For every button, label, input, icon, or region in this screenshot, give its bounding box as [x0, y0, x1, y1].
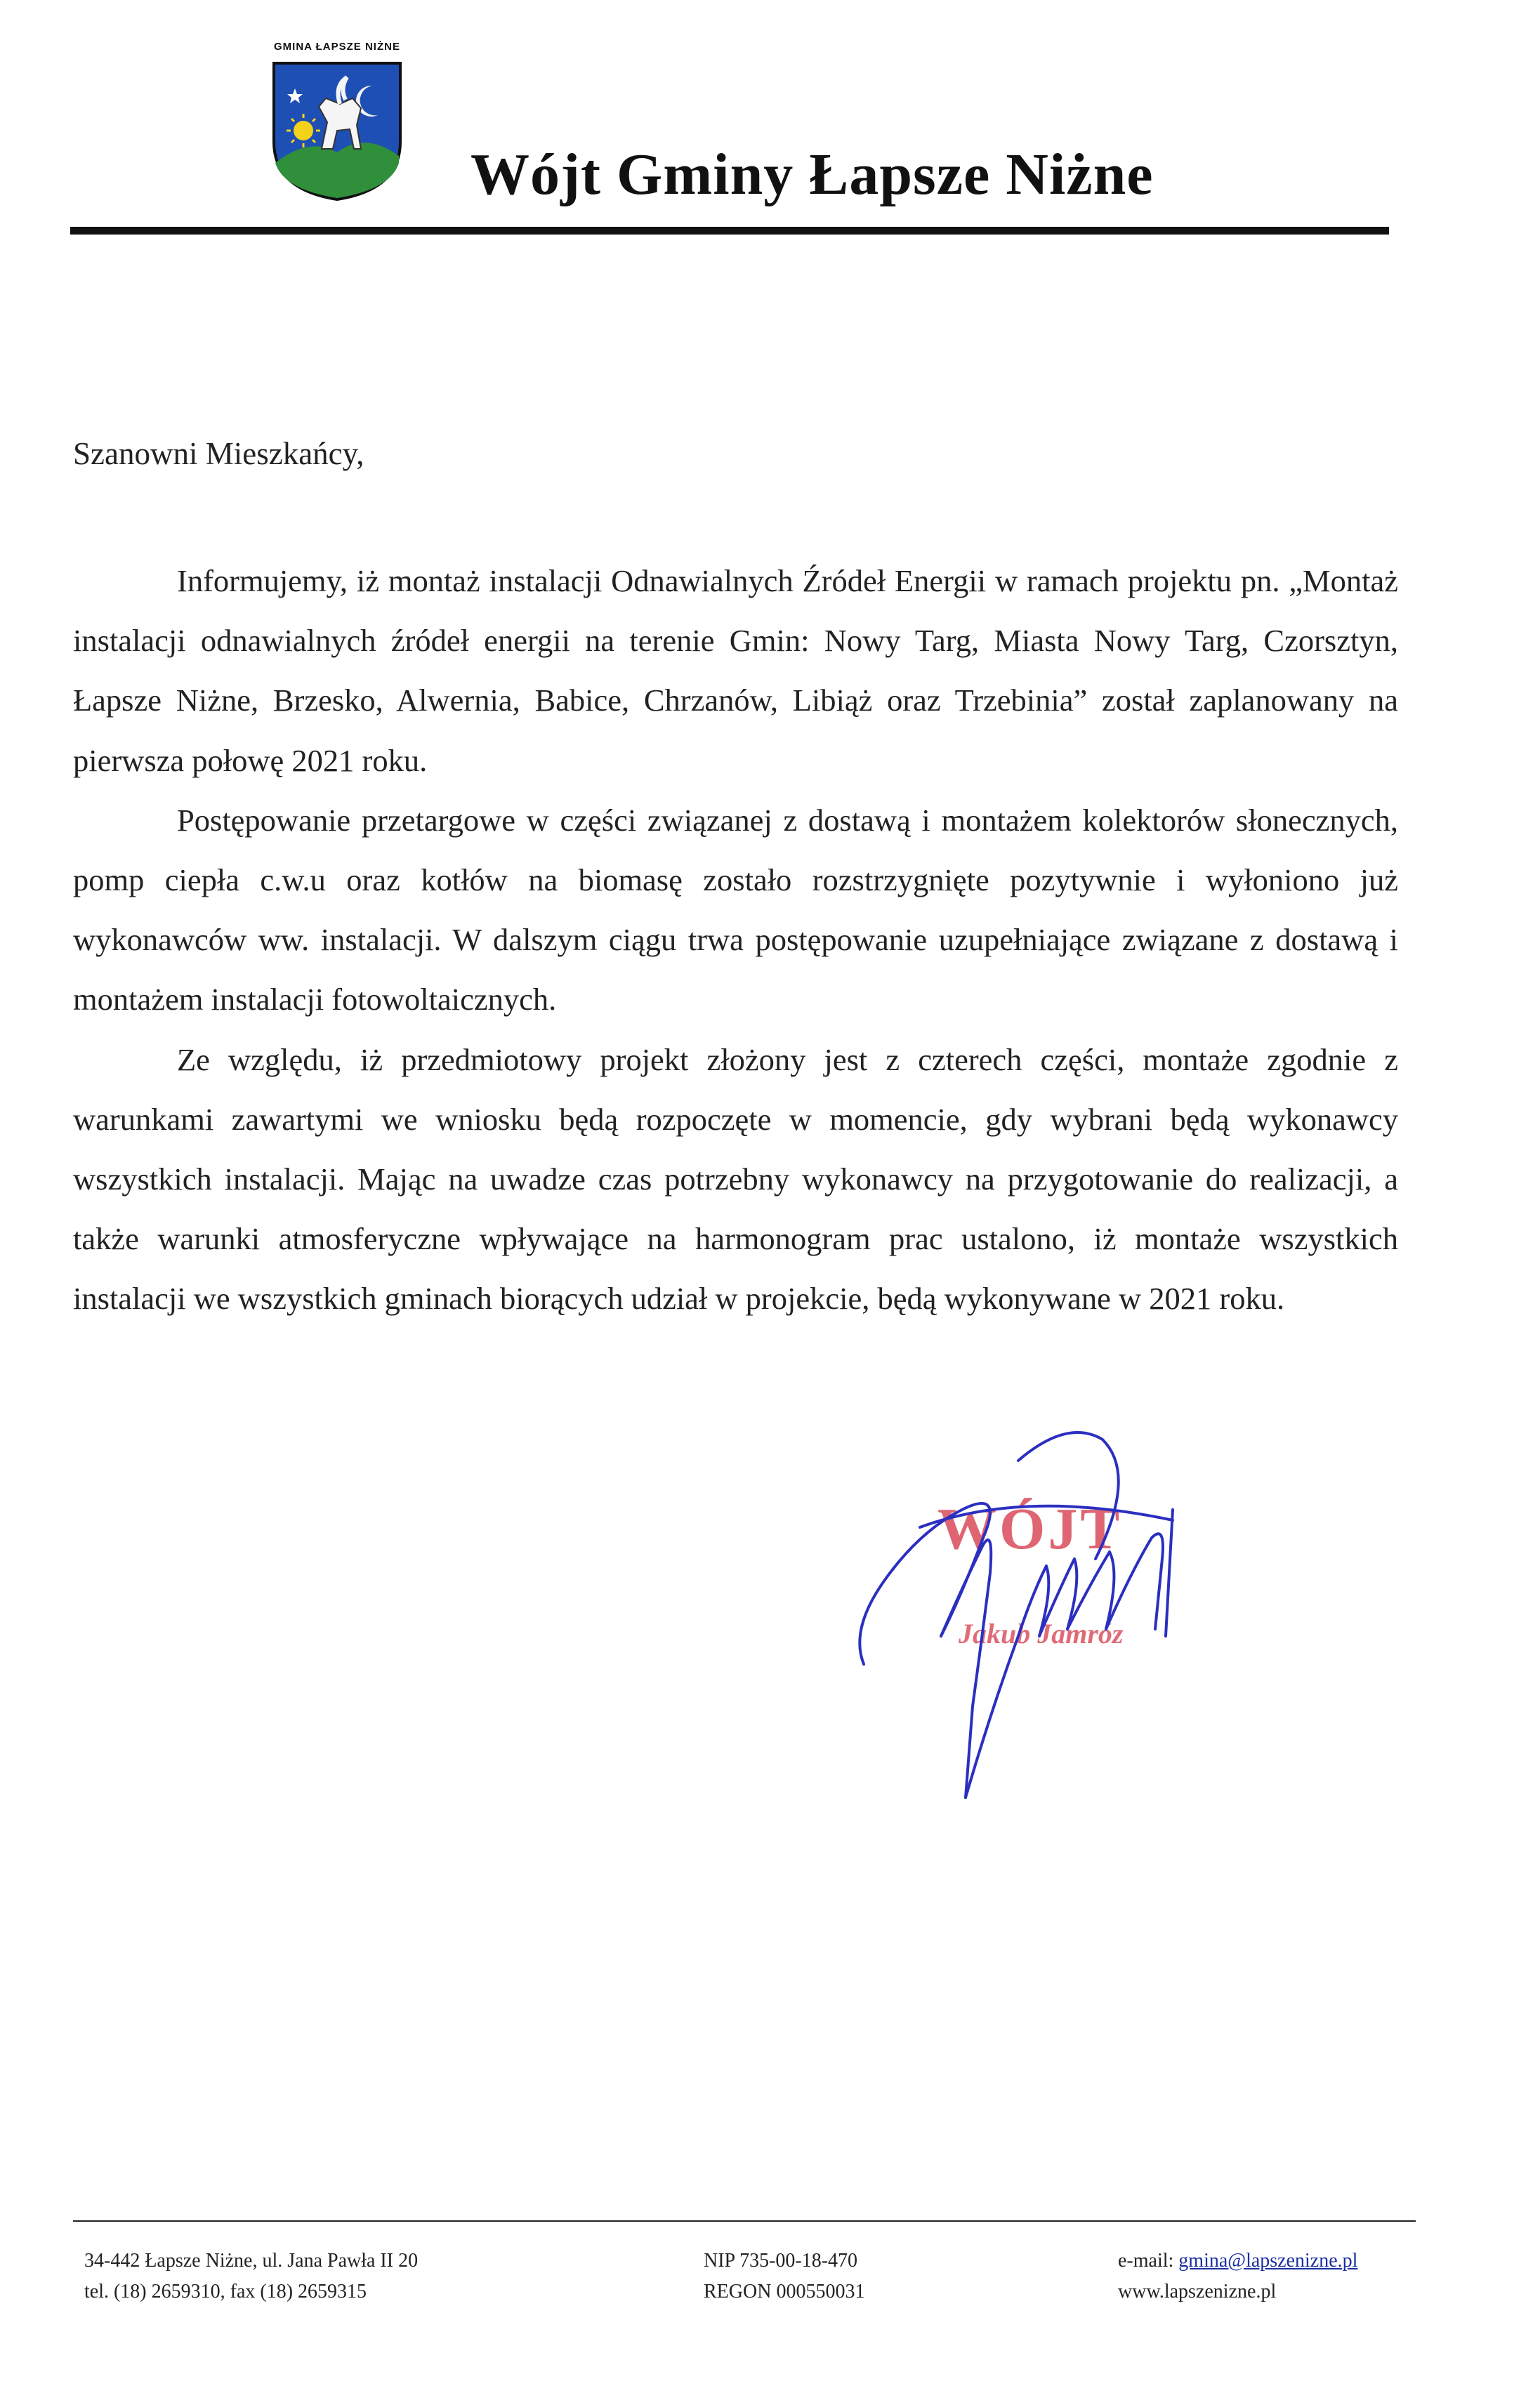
- address-line: 34-442 Łapsze Niżne, ul. Jana Pawła II 20: [84, 2250, 419, 2272]
- regon-number: REGON 000550031: [704, 2281, 865, 2302]
- svg-text:Jakub Jamróz: Jakub Jamróz: [959, 1618, 1124, 1649]
- letter-body: [73, 551, 1398, 1329]
- nip-number: NIP 735-00-18-470: [704, 2250, 858, 2272]
- footer-contact: [1118, 2246, 1357, 2307]
- crest-caption: GMINA ŁAPSZE NIŻNE: [274, 41, 400, 53]
- email-line: [1118, 2246, 1357, 2276]
- website-url: www.lapszenizne.pl: [1118, 2281, 1277, 2302]
- phone-line: tel. (18) 2659310, fax (18) 2659315: [84, 2281, 367, 2302]
- svg-text:WÓJT: WÓJT: [937, 1496, 1123, 1562]
- salutation: Szanowni Mieszkańcy,: [73, 436, 364, 471]
- coat-of-arms-icon: [267, 58, 407, 202]
- paragraph-3: Ze względu, iż przedmiotowy projekt złożony jest z czterech części, montaże zgodnie z warunkami zawartymi we wniosku będą rozpoczęte w momencie, gdy wybrani będą wykonawcy wszystkich instalacji. Mając na uwadze czas potrzebny wykonawcy na przygotowanie do realizacji, a także warunki atmosferyczne wpływające na harmonogram prac ustalono, iż montaże wszystkich instalacji we wszystkich gminach biorących udział w projekcie, będą wykonywane w 2021 roku.: [73, 1041, 1398, 1317]
- email-label: e-mail:: [1118, 2250, 1179, 2272]
- signature-stamp: [843, 1404, 1278, 1812]
- footer-registry: [704, 2246, 864, 2307]
- page-title: Wójt Gminy Łapsze Niżne: [470, 142, 1154, 207]
- footer-address: [84, 2246, 418, 2307]
- header-divider: [70, 227, 1389, 235]
- email-link[interactable]: gmina@lapszenizne.pl: [1178, 2250, 1358, 2272]
- footer-divider: [73, 2220, 1416, 2222]
- paragraph-2: Postępowanie przetargowe w części związanej z dostawą i montażem kolektorów słonecznych, pomp ciepła c.w.u oraz kotłów na biomasę zostało rozstrzygnięte pozytywnie i wyłoniono już wykonawców ww. instalacji. W dalszym ciągu trwa postępowanie uzupełniające związane z dostawą i montażem instalacji fotowoltaicznych.: [73, 802, 1398, 1017]
- paragraph-1: Informujemy, iż montaż instalacji Odnawialnych Źródeł Energii w ramach projektu pn. „Montaż instalacji odnawialnych źródeł energii na terenie Gmin: Nowy Targ, Miasta Nowy Targ, Czorsztyn, Łapsze Niżne, Brzesko, Alwernia, Babice, Chrzanów, Libiąż oraz Trzebinia” został zaplanowany na pierwsza połowę 2021 roku.: [73, 563, 1398, 778]
